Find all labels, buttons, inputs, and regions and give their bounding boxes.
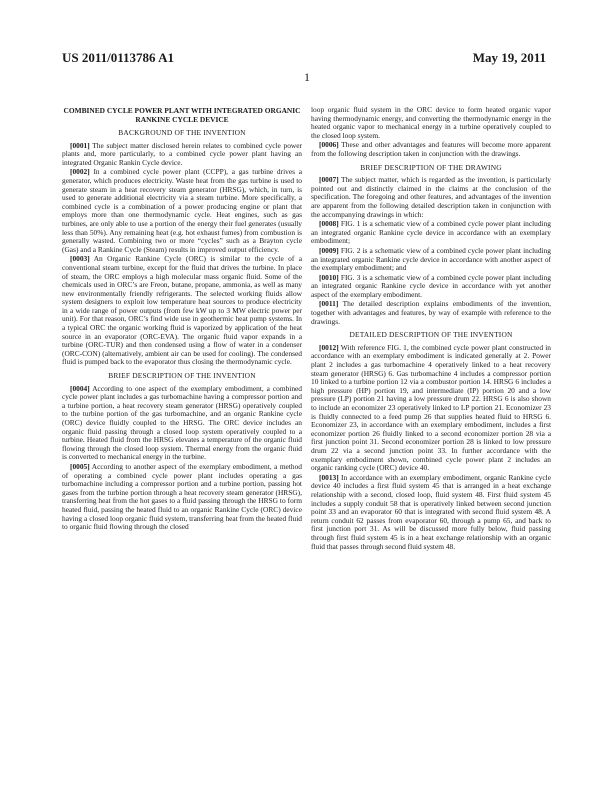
paragraph-0012: [0012] With reference FIG. 1, the combined cycle power plant constructed in accordance with an exemplary embodiment is indicated generally at 2. Power plant 2 includes a gas turbomachine 4 operatively linked to a heat recovery steam generator (HRSG) 6. Gas turbomachine 4 includes a compressor portion 10 linked to a turbine portion 12 via a combustor portion 14. HRSG 6 includes a high pressure (HP) portion 19, and intermediate (IP) portion 20 and a low pressure (LP) portion 21 having a low pressure drum 22. HRSG 6 is also shown to include an economizer 23 operatively linked to LP portion 21. Economizer 23 is fluidly connected to a feed pump 26 that supplies heated fluid to HRSG 6. Economizer 23, in accordance with an exemplary embodiment, includes a first economizer portion 26 fluidly linked to a second economizer portion 28 via a first junction point 31. Second economizer portion 28 is linked to low pressure drum 22 via a second junction point 33. In further accordance with the exemplary embodiment shown, combined cycle power plant 2 includes an organic ranking cycle (ORC) device 40. <box>311 342 551 473</box>
right-column <box>311 106 551 552</box>
paragraph-0004: [0004] According to one aspect of the exemplary embodiment, a combined cycle power plant includes a gas turbomachine having a compressor portion and a turbine portion, a heat recovery steam generator (HRSG) operatively coupled to the turbine portion of the gas turbomachine, and an organic Rankine cycle (ORC) device fluidly coupled to the HRSG. The ORC device includes an organic fluid passing through a closed loop system operatively coupled to a turbine. Heated fluid from the HRSG elevates a temperature of the organic fluid flowing through the closed loop system. Thermal energy from the organic fluid is converted to mechanical energy in the turbine. <box>62 383 302 462</box>
paragraph-0003: [0003] An Organic Rankine Cycle (ORC) is similar to the cycle of a conventional steam turbine, except for the fluid that drives the turbine. In place of steam, the ORC employs a high molecular mass organic fluid. Some of the chemicals used in ORC’s are Freon, butane, propane, ammonia, as well as many new environmentally friendly refrigerants. The selected working fluids allow system designers to exploit low temperature heat sources to produce electricity in a wide range of power outputs (from few kW up to 3 MW electric power per unit). For that reason, ORC’s find wide use in geothermic heat pump systems. In a typical ORC the organic working fluid is vaporized by application of the heat source in an evaporator (ORC-EVA). The organic fluid vapor expands in a turbine (ORC-TUR) and then condensed using a flow of water in a condenser (ORC-CON) (alternatively, ambient air can be used for cooling). The condensed fluid is pumped back to the evaporator thus closing the thermodynamic cycle. <box>62 254 302 367</box>
heading-detailed-description: DETAILED DESCRIPTION OF THE INVENTION <box>349 330 513 340</box>
paragraph-0007: [0007] The subject matter, which is regarded as the invention, is particularly pointed out and distinctly claimed in the claims at the conclusion of the specification. The foregoing and other features, and advantages of the invention are apparent from the following detailed description taken in conjunction with the accompanying drawings in which: <box>311 175 551 219</box>
heading-brief-drawing: BRIEF DESCRIPTION OF THE DRAWING <box>360 162 502 172</box>
left-column <box>62 106 302 533</box>
paragraph-0011: [0011] The detailed description explains embodiments of the invention, together with advantages and features, by way of example with reference to the drawings. <box>311 299 552 326</box>
heading-background: BACKGROUND OF THE INVENTION <box>118 128 246 137</box>
paragraph-0010: [0010] FIG. 3 is a schematic view of a combined cycle power plant including an integrated organic Rankine cycle device in accordance with yet another aspect of the exemplary embodiment. <box>311 272 551 299</box>
paragraph-0006: [0006] These and other advantages and features will become more apparent from the following description taken in conjunction with the drawings. <box>311 140 551 158</box>
document-title: COMBINED CYCLE POWER PLANT WITH INTEGRATED ORGANIC RANKINE CYCLE DEVICE <box>63 106 301 124</box>
paragraph-0005: [0005] According to another aspect of the exemplary embodiment, a method of operating a combined cycle power plant includes operating a gas turbomachine including a compressor portion and a turbine portion, passing hot gases from the turbine portion through a heat recovery steam generator (HRSG), transferring heat from the hot gases to a fluid passing through the HRSG to form heated fluid, passing the heated fluid to an organic Rankine Cycle (ORC) device having a closed loop organic fluid system, transferring heat from the heated fluid to organic fluid flowing through the closed <box>62 461 302 532</box>
publication-number: US 2011/0113786 A1 <box>62 50 174 65</box>
paragraph-0013: [0013] In accordance with an exemplary embodiment, organic Rankine cycle device 40 includes a first fluid system 45 that is arranged in a heat exchange relationship with a second, closed loop, fluid system 48. First fluid system 45 includes a supply conduit 58 that is operatively linked between second junction point 33 and an evaporator 60 that is integrated with second fluid system 48. A return conduit 62 passes from evaporator 60, through a pump 65, and back to first junction port 31. As will be discussed more fully below, fluid passing through first fluid system 45 is in a heat exchange relationship with an organic fluid that passes through second fluid system 48. <box>311 472 551 551</box>
paragraph-0008: [0008] FIG. 1 is a schematic view of a combined cycle power plant including an integrated organic Rankine cycle device in accordance with an exemplary embodiment; <box>311 219 551 246</box>
publication-date: May 19, 2011 <box>472 50 546 65</box>
page-number: 1 <box>304 70 310 84</box>
paragraph-0001: [0001] The subject matter disclosed herein relates to combined cycle power plants and, more particularly, to a combined cycle power plant having an integrated Organic Rankin Cycle device. <box>62 140 302 167</box>
heading-brief-invention: BRIEF DESCRIPTION OF THE INVENTION <box>108 371 256 381</box>
paragraph-0009: [0009] FIG. 2 is a schematic view of a combined cycle power plant including an integrated organic Rankine cycle device in accordance with another aspect of the exemplary embodiment; and <box>311 245 551 273</box>
paragraph-0005-continued: loop organic fluid system in the ORC device to form heated organic vapor having thermodynamic energy, and converting the thermodynamic energy in the heated organic vapor to mechanical energy in a turbine operatively coupled to the closed loop system. <box>311 105 551 140</box>
paragraph-0002: [0002] In a combined cycle power plant (CCPP), a gas turbine drives a generator, which produces electricity. Waste heat from the gas turbine is used to generate steam in a heat recovery steam generator (HRSG), which, in turn, is used to generate additional electricity via a steam turbine. More specifically, a combined cycle is a combination of a power producing engine or plant that employs more than one thermodynamic cycle. Heat engines, such as gas turbines, are only able to use a portion of the energy their fuel generates (usually less than 50%). Any remaining heat (e.g. hot exhaust fumes) from combustion is generally wasted. Combining two or more “cycles” such as a Brayton cycle (Gas) and a Rankine Cycle (Steam) results in improved output efficiency. <box>62 167 302 254</box>
